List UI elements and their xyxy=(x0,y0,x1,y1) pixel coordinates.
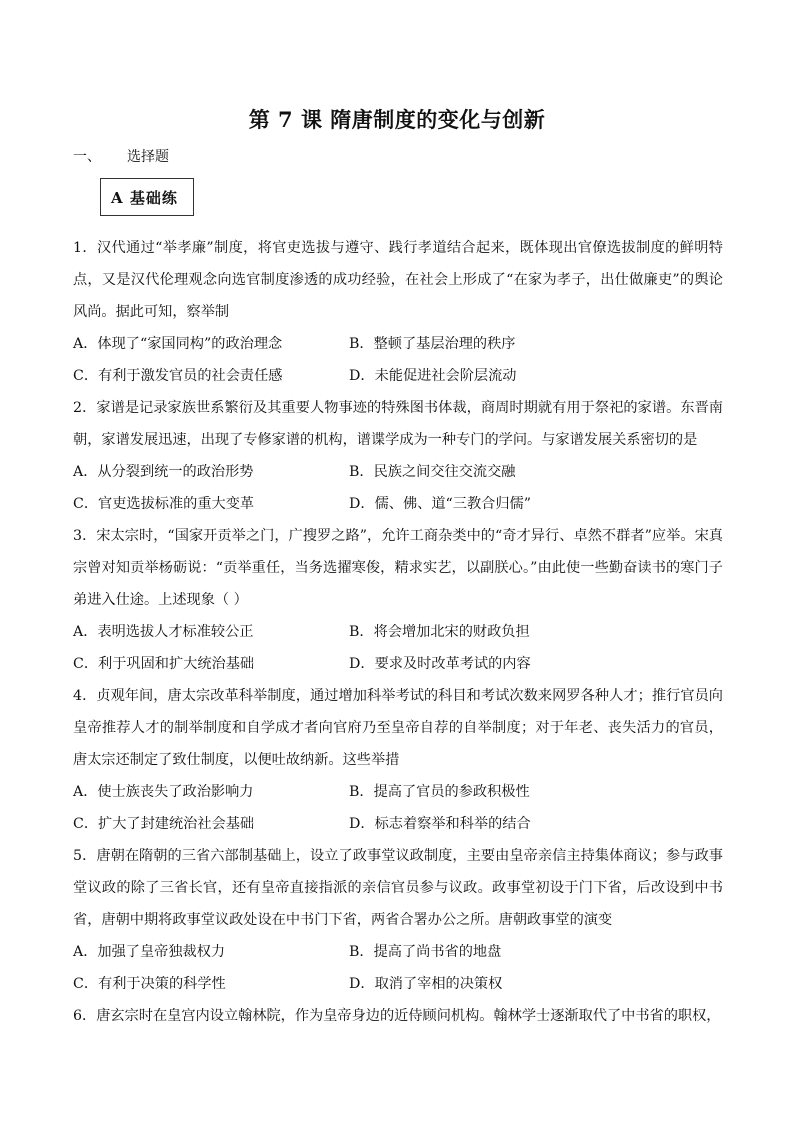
question-item xyxy=(73,520,723,680)
question-list xyxy=(73,232,723,1032)
question-stem: 5．唐朝在隋朝的三省六部制基础上，设立了政事堂议政制度，主要由皇帝亲信主持集体商议；参与政事堂议政的除了三省长官，还有皇帝直接指派的亲信官员参与议政。政事堂初设于门下省，后改设到中书省，唐朝中期将政事堂议政处设在中书门下省，两省合署办公之所。唐朝政事堂的演变 xyxy=(73,848,723,928)
question-stem: 3．宋太宗时，“国家开贡举之门，广搜罗之路”，允许工商杂类中的“奇才异行、卓然不群者”应举。宋真宗曾对知贡举杨砺说：“贡举重任，当务选擢寒俊，精求实艺，以副朕心。”由此使一些勤奋读书的寒门子弟进入仕途。上述现象（ ） xyxy=(73,528,723,608)
question-item xyxy=(73,392,723,520)
option-d[interactable]: D．标志着察举和科举的结合 xyxy=(349,816,531,832)
option-c[interactable]: C．有利于激发官员的社会责任感 xyxy=(73,368,283,384)
section-heading xyxy=(73,146,169,166)
option-b[interactable]: B．将会增加北宋的财政负担 xyxy=(349,624,530,640)
option-c[interactable]: C．扩大了封建统治社会基础 xyxy=(73,816,255,832)
option-group xyxy=(73,776,723,840)
page-title: 第 7 课 隋唐制度的变化与创新 xyxy=(248,107,546,132)
option-group xyxy=(73,936,723,1000)
section-number: 一、 xyxy=(73,149,101,165)
question-item xyxy=(73,840,723,1000)
question-stem: 2．家谱是记录家族世系繁衍及其重要人物事迹的特殊图书体裁，商周时期就有用于祭祀的家谱。东晋南朝，家谱发展迅速，出现了专修家谱的机构，谱谍学成为一种专门的学问。与家谱发展关系密切的是 xyxy=(73,400,723,448)
question-stem: 6．唐玄宗时在皇宫内设立翰林院，作为皇帝身边的近侍顾问机构。翰林学士逐渐取代了中书省的职权， xyxy=(73,1008,721,1024)
level-badge-label: A 基础练 xyxy=(111,189,178,207)
option-a[interactable]: A．从分裂到统一的政治形势 xyxy=(73,464,254,480)
option-c[interactable]: C．利于巩固和扩大统治基础 xyxy=(73,656,255,672)
option-c[interactable]: C．有利于决策的科学性 xyxy=(73,976,226,992)
option-d[interactable]: D．取消了宰相的决策权 xyxy=(349,976,503,992)
option-b[interactable]: B．提高了官员的参政积极性 xyxy=(349,784,530,800)
question-stem: 4．贞观年间，唐太宗改革科举制度，通过增加科举考试的科目和考试次数来网罗各种人才；推行官员向皇帝推荐人才的制举制度和自学成才者向官府乃至皇帝自荐的自举制度；对于年老、丧失活力的官员，唐太宗还制定了致仕制度，以便吐故纳新。这些举措 xyxy=(73,688,723,768)
option-group xyxy=(73,456,723,520)
option-b[interactable]: B．民族之间交往交流交融 xyxy=(349,464,516,480)
option-d[interactable]: D．儒、佛、道“三教合归儒” xyxy=(349,496,531,512)
option-a[interactable]: A．使士族丧失了政治影响力 xyxy=(73,784,254,800)
option-a[interactable]: A．体现了“家国同构”的政治理念 xyxy=(73,336,283,352)
option-group xyxy=(73,616,723,680)
level-badge xyxy=(100,178,194,216)
question-item xyxy=(73,232,723,392)
option-d[interactable]: D．未能促进社会阶层流动 xyxy=(349,368,517,384)
option-d[interactable]: D．要求及时改革考试的内容 xyxy=(349,656,531,672)
option-c[interactable]: C．官吏选拔标准的重大变革 xyxy=(73,496,255,512)
option-a[interactable]: A．表明选拔人才标准较公正 xyxy=(73,624,254,640)
option-b[interactable]: B．提高了尚书省的地盘 xyxy=(349,944,502,960)
option-group xyxy=(73,328,723,392)
question-item xyxy=(73,1000,723,1032)
option-b[interactable]: B．整顿了基层治理的秩序 xyxy=(349,336,516,352)
question-item xyxy=(73,680,723,840)
question-stem: 1．汉代通过“举孝廉”制度，将官吏选拔与遵守、践行孝道结合起来，既体现出官僚选拔制度的鲜明特点，又是汉代伦理观念向选官制度渗透的成功经验，在社会上形成了“在家为孝子，出仕做廉吏”的舆论风尚。据此可知，察举制 xyxy=(73,240,723,320)
option-a[interactable]: A．加强了皇帝独裁权力 xyxy=(73,944,226,960)
section-label: 选择题 xyxy=(127,149,169,165)
